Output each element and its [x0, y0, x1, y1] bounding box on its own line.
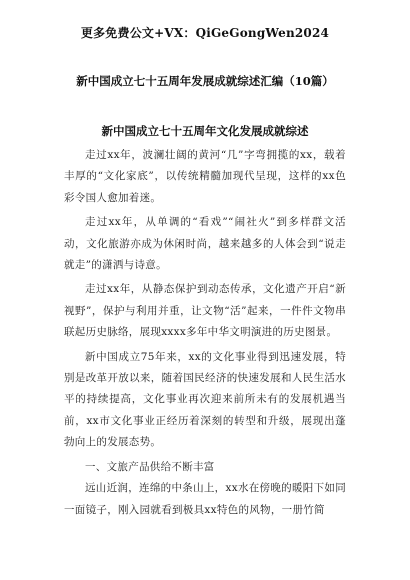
promo-text: 更多免费公文+VX：QiGeGongWen2024 — [80, 26, 330, 40]
paragraph-2: 走过xx年，从单调的“看戏”“闹社火”到多样群文活动，文化旅游亦成为休闲时尚，越来越多的人体会到“说走就走”的潇洒与诗意。 — [64, 216, 346, 272]
document-title: 新中国成立七十五周年发展成就综述汇编（10篇） — [76, 74, 334, 88]
article-title: 新中国成立七十五周年文化发展成就综述 — [101, 124, 309, 138]
section-heading: 一、文旅产品供给不断丰富 — [85, 460, 215, 473]
paragraph-3: 走过xx年，从静态保护到动态传承，文化遗产开启“新视野”，保护与利用并重，让文物“活”起来，一件件文物串联起历史脉络，展现xxxx多年中华文明演进的历史图景。 — [64, 283, 346, 339]
paragraph-1: 走过xx年，波澜壮阔的黄河“几”字弯拥揽的xx，载着丰厚的“文化家底”，以传统精髓加现代呈现，这样的xx色彩令国人愈加着迷。 — [64, 149, 346, 204]
paragraph-5: 远山近润，连绵的中条山上，xx水在傍晚的暖阳下如同一面镜子，刚入园就看到极具xx特色的风物，一册竹简 — [64, 482, 346, 516]
paragraph-4: 新中国成立75年来，xx的文化事业得到迅速发展，特别是改革开放以来，随着国民经济的快速发展和人民生活水平的持续提高，文化事业再次迎来前所未有的发展机遇当前，xx市文化事业正经历着深刻的转型和升级，展现出蓬勃向上的发展态势。 — [64, 350, 346, 449]
article-body — [64, 145, 346, 524]
